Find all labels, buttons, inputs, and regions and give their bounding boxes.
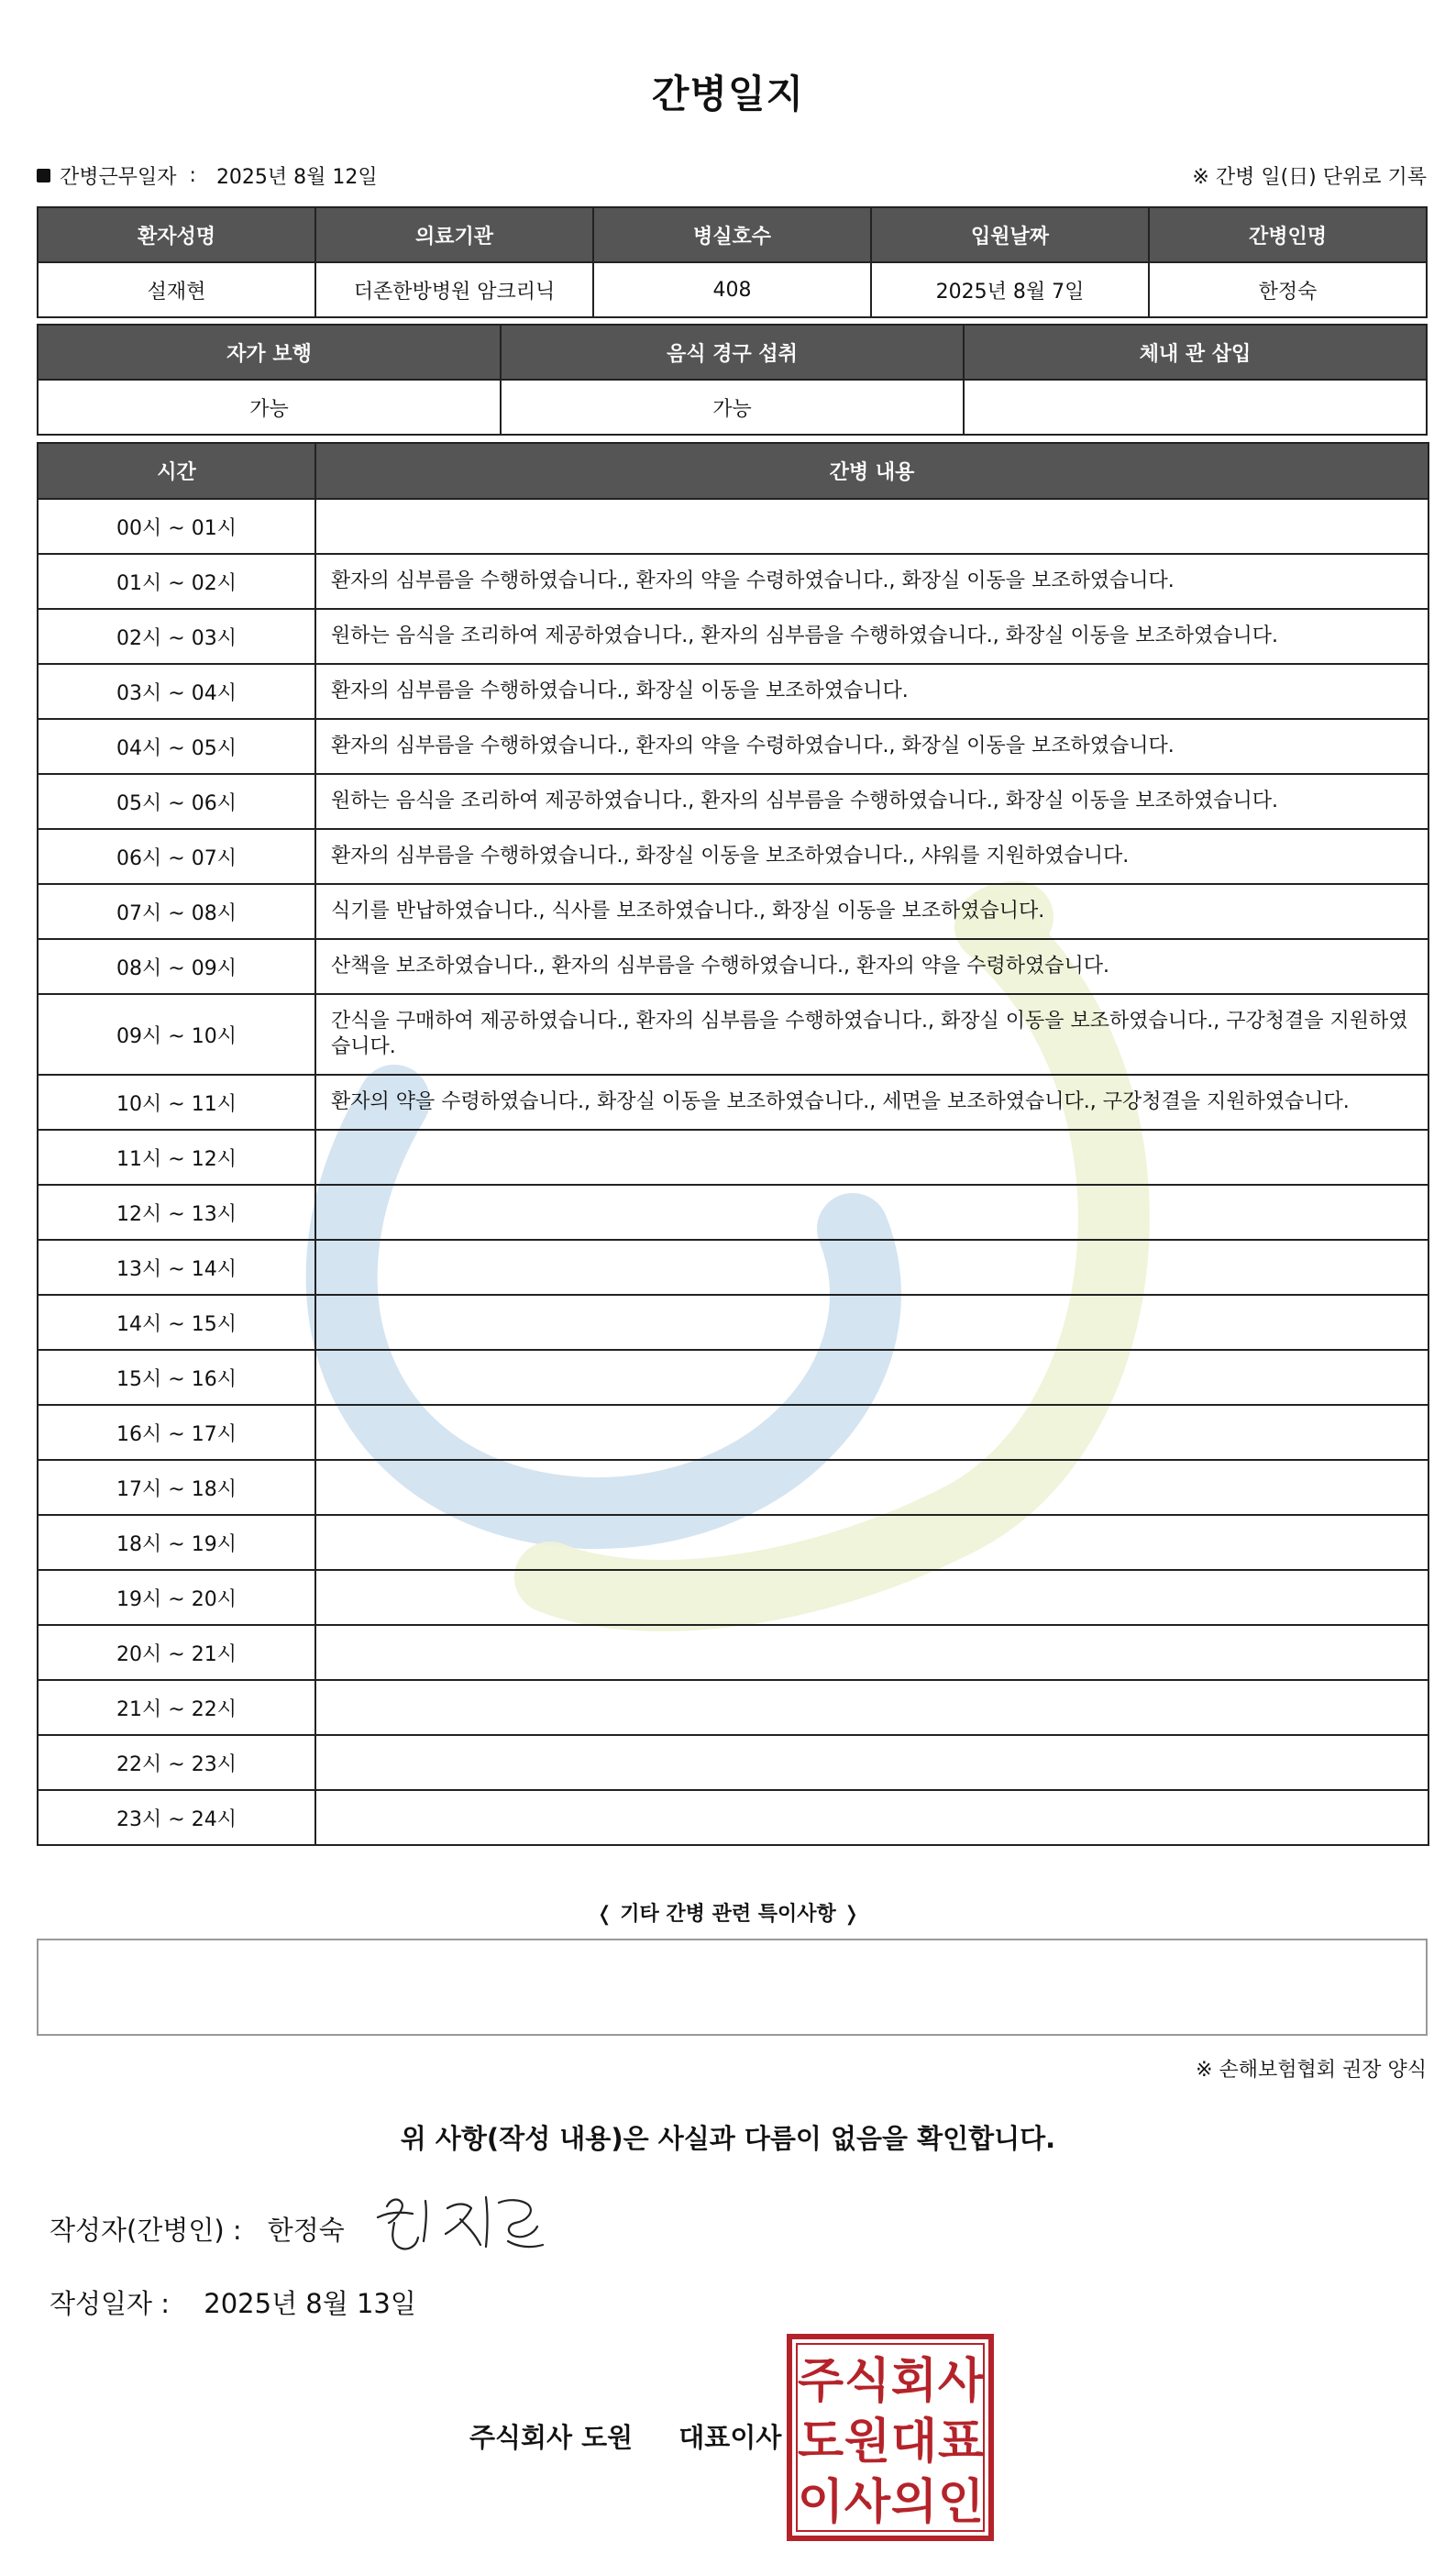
svg-text:사: 사 xyxy=(937,2354,985,2409)
patient-info-table xyxy=(37,206,1428,318)
table-row xyxy=(38,1350,1428,1405)
care-content xyxy=(315,1295,1428,1350)
header-caregiver-name: 간병인명 xyxy=(1149,207,1427,262)
svg-text:인: 인 xyxy=(937,2475,985,2530)
time-slot: 21시 ~ 22시 xyxy=(38,1680,315,1735)
author-line xyxy=(50,2210,345,2248)
table-row xyxy=(38,1295,1428,1350)
time-slot: 08시 ~ 09시 xyxy=(38,939,315,994)
table-row xyxy=(38,884,1428,939)
company-seal-stamp xyxy=(786,2333,995,2542)
care-content: 환자의 약을 수령하였습니다., 화장실 이동을 보조하였습니다., 세면을 보조하였습니다., 구강청결을 지원하였습니다. xyxy=(315,1075,1428,1130)
tube-insertion-value xyxy=(964,380,1427,435)
table-row xyxy=(38,499,1428,554)
time-slot: 20시 ~ 21시 xyxy=(38,1625,315,1680)
time-slot: 00시 ~ 01시 xyxy=(38,499,315,554)
work-date-label: 간병근무일자 xyxy=(60,166,177,189)
care-content xyxy=(315,1680,1428,1735)
care-content: 간식을 구매하여 제공하였습니다., 환자의 심부름을 수행하였습니다., 화장실 이동을 보조하였습니다., 구강청결을 지원하였습니다. xyxy=(315,994,1428,1075)
table-row xyxy=(38,1185,1428,1240)
svg-text:사: 사 xyxy=(844,2475,891,2530)
work-date xyxy=(37,161,378,190)
time-slot: 05시 ~ 06시 xyxy=(38,774,315,829)
written-date-label: 작성일자 : xyxy=(50,2288,171,2319)
header-time: 시간 xyxy=(38,443,315,499)
care-content xyxy=(315,1350,1428,1405)
svg-text:이: 이 xyxy=(797,2475,844,2530)
time-slot: 14시 ~ 15시 xyxy=(38,1295,315,1350)
time-slot: 22시 ~ 23시 xyxy=(38,1735,315,1790)
header-oral-intake: 음식 경구 섭취 xyxy=(501,325,964,380)
time-slot: 03시 ~ 04시 xyxy=(38,664,315,719)
time-slot: 19시 ~ 20시 xyxy=(38,1570,315,1625)
svg-text:식: 식 xyxy=(844,2354,891,2409)
header-care-content: 간병 내용 xyxy=(315,443,1428,499)
time-slot: 04시 ~ 05시 xyxy=(38,719,315,774)
table-row xyxy=(38,829,1428,884)
special-notes-title: ❬ 기타 간병 관련 특이사항 ❭ xyxy=(596,1903,860,1926)
page-title: 간병일지 xyxy=(651,72,805,116)
care-content: 환자의 심부름을 수행하였습니다., 화장실 이동을 보조하였습니다., 샤워를 지원하였습니다. xyxy=(315,829,1428,884)
confirmation-statement: 위 사항(작성 내용)은 사실과 다름이 없음을 확인합니다. xyxy=(400,2123,1056,2154)
time-slot: 12시 ~ 13시 xyxy=(38,1185,315,1240)
author-name: 한정숙 xyxy=(267,2215,345,2246)
caregiver-name: 한정숙 xyxy=(1149,262,1427,317)
square-bullet-icon xyxy=(37,169,50,182)
hospital-name: 더존한방병원 암크리닉 xyxy=(315,262,593,317)
time-slot: 10시 ~ 11시 xyxy=(38,1075,315,1130)
care-content: 원하는 음식을 조리하여 제공하였습니다., 환자의 심부름을 수행하였습니다., 화장실 이동을 보조하였습니다. xyxy=(315,609,1428,664)
daily-record-note: ※ 간병 일(日) 단위로 기록 xyxy=(1192,166,1427,189)
author-label: 작성자(간병인) : xyxy=(50,2215,242,2246)
svg-text:대: 대 xyxy=(890,2415,938,2470)
time-slot: 15시 ~ 16시 xyxy=(38,1350,315,1405)
time-slot: 09시 ~ 10시 xyxy=(38,994,315,1075)
care-content: 환자의 심부름을 수행하였습니다., 환자의 약을 수령하였습니다., 화장실 이동을 보조하였습니다. xyxy=(315,554,1428,609)
header-room-number: 병실호수 xyxy=(593,207,871,262)
time-slot: 11시 ~ 12시 xyxy=(38,1130,315,1185)
care-content: 환자의 심부름을 수행하였습니다., 화장실 이동을 보조하였습니다. xyxy=(315,664,1428,719)
care-content: 식기를 반납하였습니다., 식사를 보조하였습니다., 화장실 이동을 보조하였습니다. xyxy=(315,884,1428,939)
care-content xyxy=(315,1735,1428,1790)
written-date-line xyxy=(50,2283,416,2321)
care-content: 산책을 보조하였습니다., 환자의 심부름을 수행하였습니다., 환자의 약을 수령하였습니다. xyxy=(315,939,1428,994)
table-row xyxy=(38,1680,1428,1735)
work-date-value: 2025년 8월 12일 xyxy=(215,166,378,189)
room-number: 408 xyxy=(593,262,871,317)
time-slot: 16시 ~ 17시 xyxy=(38,1405,315,1460)
care-content xyxy=(315,1240,1428,1295)
company-name: 주식회사 도원 xyxy=(469,2422,634,2453)
header-admission-date: 입원날짜 xyxy=(871,207,1149,262)
time-slot: 23시 ~ 24시 xyxy=(38,1790,315,1845)
table-row xyxy=(38,664,1428,719)
care-content xyxy=(315,1790,1428,1845)
oral-intake-value: 가능 xyxy=(501,380,964,435)
table-row xyxy=(38,554,1428,609)
table-row xyxy=(38,609,1428,664)
handwritten-signature xyxy=(370,2181,554,2263)
svg-text:원: 원 xyxy=(844,2415,891,2470)
special-notes-box xyxy=(37,1939,1428,2036)
care-content xyxy=(315,1515,1428,1570)
care-log-table xyxy=(37,442,1429,1846)
table-row xyxy=(38,1460,1428,1515)
table-row xyxy=(38,994,1428,1075)
svg-text:회: 회 xyxy=(890,2354,938,2409)
care-content xyxy=(315,1405,1428,1460)
time-slot: 07시 ~ 08시 xyxy=(38,884,315,939)
header-patient-name: 환자성명 xyxy=(38,207,315,262)
table-row xyxy=(38,939,1428,994)
table-row xyxy=(38,1240,1428,1295)
self-walking-value: 가능 xyxy=(38,380,501,435)
svg-text:표: 표 xyxy=(937,2415,985,2470)
table-row xyxy=(38,1130,1428,1185)
table-row xyxy=(38,1735,1428,1790)
table-row xyxy=(38,1790,1428,1845)
form-source-note: ※ 손해보험협회 권장 양식 xyxy=(1196,2059,1427,2082)
company-representative: 대표이사 xyxy=(678,2422,782,2453)
care-content xyxy=(315,499,1428,554)
table-row xyxy=(38,774,1428,829)
care-content xyxy=(315,1460,1428,1515)
admission-date: 2025년 8월 7일 xyxy=(871,262,1149,317)
table-row xyxy=(38,1625,1428,1680)
time-slot: 06시 ~ 07시 xyxy=(38,829,315,884)
patient-status-table xyxy=(37,324,1428,436)
time-slot: 13시 ~ 14시 xyxy=(38,1240,315,1295)
table-row xyxy=(38,1075,1428,1130)
company-line xyxy=(469,2417,781,2455)
svg-text:의: 의 xyxy=(890,2475,938,2530)
care-content xyxy=(315,1625,1428,1680)
care-content: 원하는 음식을 조리하여 제공하였습니다., 환자의 심부름을 수행하였습니다., 화장실 이동을 보조하였습니다. xyxy=(315,774,1428,829)
table-row xyxy=(38,1570,1428,1625)
time-slot: 02시 ~ 03시 xyxy=(38,609,315,664)
care-content: 환자의 심부름을 수행하였습니다., 환자의 약을 수령하였습니다., 화장실 이동을 보조하였습니다. xyxy=(315,719,1428,774)
time-slot: 01시 ~ 02시 xyxy=(38,554,315,609)
svg-text:주: 주 xyxy=(797,2354,844,2409)
time-slot: 18시 ~ 19시 xyxy=(38,1515,315,1570)
care-content xyxy=(315,1570,1428,1625)
time-slot: 17시 ~ 18시 xyxy=(38,1460,315,1515)
header-hospital: 의료기관 xyxy=(315,207,593,262)
patient-name: 설재현 xyxy=(38,262,315,317)
written-date-value: 2025년 8월 13일 xyxy=(204,2288,416,2319)
care-log-rows xyxy=(38,499,1428,1845)
care-content xyxy=(315,1185,1428,1240)
svg-text:도: 도 xyxy=(797,2415,844,2470)
table-row xyxy=(38,1515,1428,1570)
table-row xyxy=(38,719,1428,774)
header-tube-insertion: 체내 관 삽입 xyxy=(964,325,1427,380)
work-date-separator: : xyxy=(189,164,196,187)
table-row xyxy=(38,1405,1428,1460)
header-self-walking: 자가 보행 xyxy=(38,325,501,380)
care-content xyxy=(315,1130,1428,1185)
